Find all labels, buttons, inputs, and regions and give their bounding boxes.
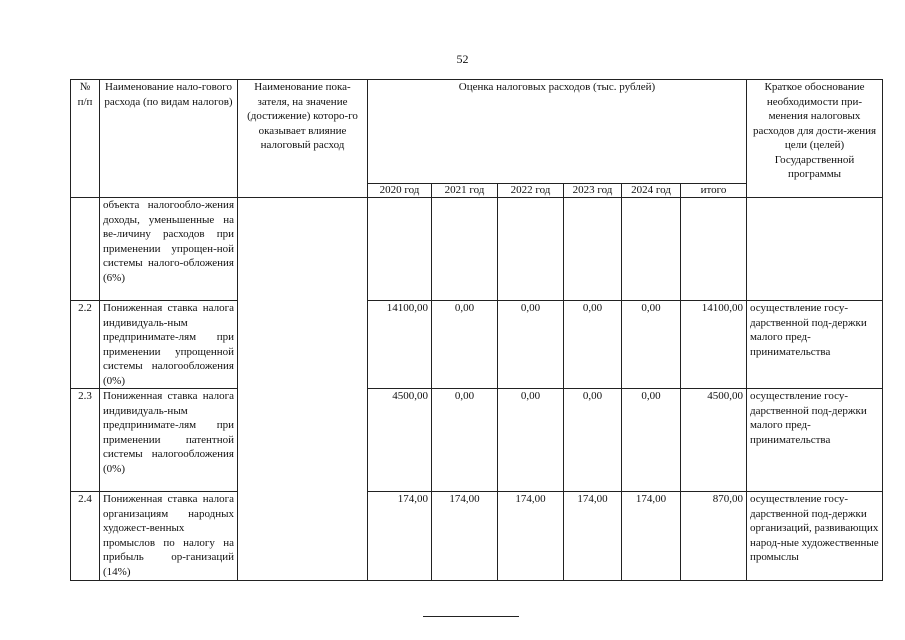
value-2022: 0,00 (498, 389, 564, 492)
value-2021: 174,00 (432, 492, 498, 581)
footnote-separator (423, 616, 519, 617)
value-2023: 0,00 (564, 389, 622, 492)
value-total (681, 198, 747, 301)
value-2021 (432, 198, 498, 301)
tax-expenditure-name: Пониженная ставка налога индивидуаль-ным предпринимате-лям при применении упрощенной системы налогообложения (0%) (100, 301, 238, 389)
value-2022 (498, 198, 564, 301)
value-2024: 0,00 (622, 389, 681, 492)
value-2024 (622, 198, 681, 301)
year-total: итого (681, 184, 747, 198)
justification: осуществление госу-дарственной под-держки малого пред-принимательства (747, 301, 883, 389)
table-row (71, 389, 883, 492)
row-number: 2.3 (71, 389, 100, 492)
row-number: 2.2 (71, 301, 100, 389)
row-number: 2.4 (71, 492, 100, 581)
header-row (71, 80, 883, 184)
header-estimate: Оценка налоговых расходов (тыс. рублей) (368, 80, 747, 184)
year-2021: 2021 год (432, 184, 498, 198)
value-2021: 0,00 (432, 301, 498, 389)
value-2022: 0,00 (498, 301, 564, 389)
page-number: 52 (456, 52, 469, 66)
value-total: 4500,00 (681, 389, 747, 492)
tax-expenditure-name: Пониженная ставка налога индивидуаль-ным предпринимате-лям при применении патентной системы налогообложения (0%) (100, 389, 238, 492)
table-row (71, 198, 883, 301)
table-row (71, 301, 883, 389)
tax-expenditures-table (70, 79, 883, 581)
year-2023: 2023 год (564, 184, 622, 198)
year-2020: 2020 год (368, 184, 432, 198)
value-2022: 174,00 (498, 492, 564, 581)
value-2020: 14100,00 (368, 301, 432, 389)
value-total: 14100,00 (681, 301, 747, 389)
row-number (71, 198, 100, 301)
value-2023: 0,00 (564, 301, 622, 389)
justification (747, 198, 883, 301)
value-2021: 0,00 (432, 389, 498, 492)
year-2024: 2024 год (622, 184, 681, 198)
header-no: № п/п (71, 80, 100, 198)
justification: осуществление госу-дарственной под-держки организаций, развивающих народ-ные художественные промыслы (747, 492, 883, 581)
justification: осуществление госу-дарственной под-держки малого пред-принимательства (747, 389, 883, 492)
tax-expenditure-name: Пониженная ставка налога организациям народных художест-венных промыслов по налогу на прибыль ор-ганизаций (14%) (100, 492, 238, 581)
value-2023: 174,00 (564, 492, 622, 581)
indicator-cell (238, 198, 368, 581)
value-2024: 0,00 (622, 301, 681, 389)
table-row (71, 492, 883, 581)
value-2023 (564, 198, 622, 301)
value-2020 (368, 198, 432, 301)
value-total: 870,00 (681, 492, 747, 581)
header-justification: Краткое обоснование необходимости при-менения налоговых расходов для дости-жения цели (целей) Государственной программы (747, 80, 883, 198)
tax-expenditure-name: объекта налогообло-жения доходы, уменьшенные на ве-личину расходов при применении упрощен-ной системы налого-обложения (6%) (100, 198, 238, 301)
value-2020: 174,00 (368, 492, 432, 581)
value-2020: 4500,00 (368, 389, 432, 492)
value-2024: 174,00 (622, 492, 681, 581)
header-name: Наименование нало-гового расхода (по видам налогов) (100, 80, 238, 198)
year-2022: 2022 год (498, 184, 564, 198)
header-indicator: Наименование пока-зателя, на значение (достижение) которо-го оказывает влияние налоговый расход (238, 80, 368, 198)
